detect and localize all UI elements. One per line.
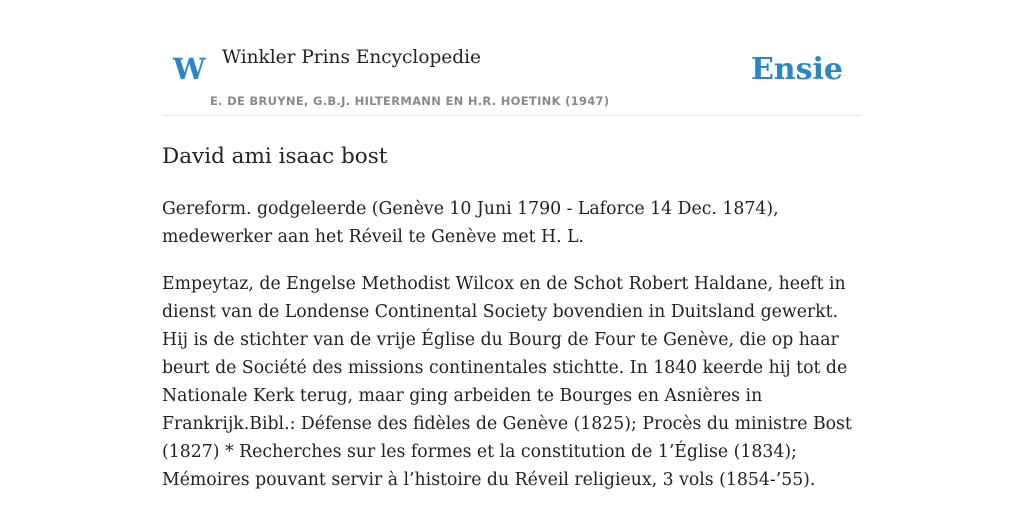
page-container <box>162 0 862 494</box>
source-authors: E. DE BRUYNE, G.B.J. HILTERMANN EN H.R. HOETINK (1947) <box>210 94 610 108</box>
article-title: David ami isaac bost <box>162 144 388 169</box>
article-paragraph: Empeytaz, de Engelse Methodist Wilcox en de Schot Robert Haldane, heeft in dienst van de Londense Continental Society bovendien in Duitsland gewerkt. Hij is de stichter van de vrije Église du Bourg de Four te Genève, die op haar beurt de Société des missions continentales stichtte. In 1840 keerde hij tot de Nationale Kerk terug, maar ging arbeiden te Bourges en Asnières in Frankrijk.Bibl.: Défense des fidèles de Genève (1825); Procès du ministre Bost (1827) * Recherches sur les formes et la constitution de 1’Église (1834); Mémoires pouvant servir à l’histoire du Réveil religieux, 3 vols (1854-’55). <box>162 274 852 490</box>
source-title-link[interactable]: Winkler Prins Encyclopedie <box>222 47 481 68</box>
ensie-logo-link[interactable]: Ensie <box>750 52 843 87</box>
source-header <box>162 0 862 116</box>
encyclopedia-logo-icon[interactable]: W <box>173 52 206 86</box>
article-paragraph: Gereform. godgeleerde (Genève 10 Juni 1790 - Laforce 14 Dec. 1874), medewerker aan het Réveil te Genève met H. L. <box>162 199 779 247</box>
